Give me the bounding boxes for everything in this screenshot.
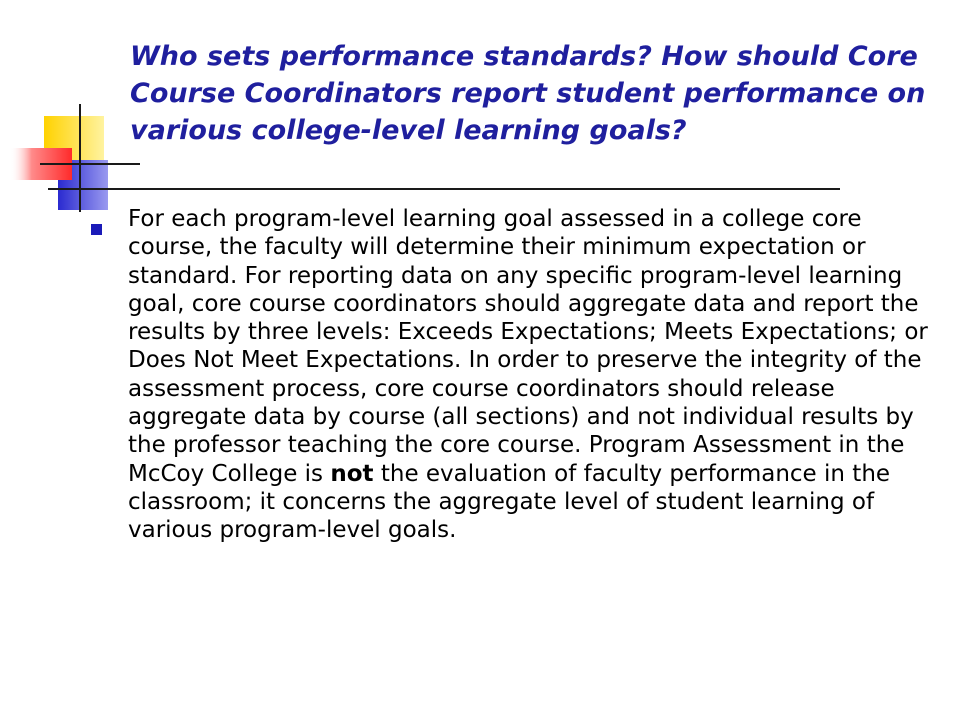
horizontal-rule-line	[40, 163, 140, 165]
bullet-text-part-1: For each program-level learning goal assessed in a college core course, the faculty will determine their minimum expectation or standard. For reporting data on any specific program-level learning goal, core course coordinators should aggregate data and report the results by three levels: Exceeds Expectations; Meets Expectations; or Does Not Meet Expectations. In order to preserve the integrity of the assessment process, core course coordinators should release aggregate data by course (all sections) and not individual results by the professor teaching the core course. Program Assessment in the McCoy College is	[128, 206, 928, 487]
bullet-text-bold: not	[330, 460, 374, 487]
title-underline	[48, 188, 840, 190]
slide-title: Who sets performance standards? How should Core Course Coordinators report student performance on various college-level learning goals?	[130, 41, 926, 146]
vertical-line	[79, 104, 81, 212]
corner-decoration	[0, 0, 140, 230]
bullet-text	[128, 205, 928, 545]
bullet-text-part-2: the evaluation of faculty performance in the classroom; it concerns the aggregate level of student learning of various program-level goals.	[128, 460, 891, 544]
bullet-square-icon	[91, 224, 102, 235]
